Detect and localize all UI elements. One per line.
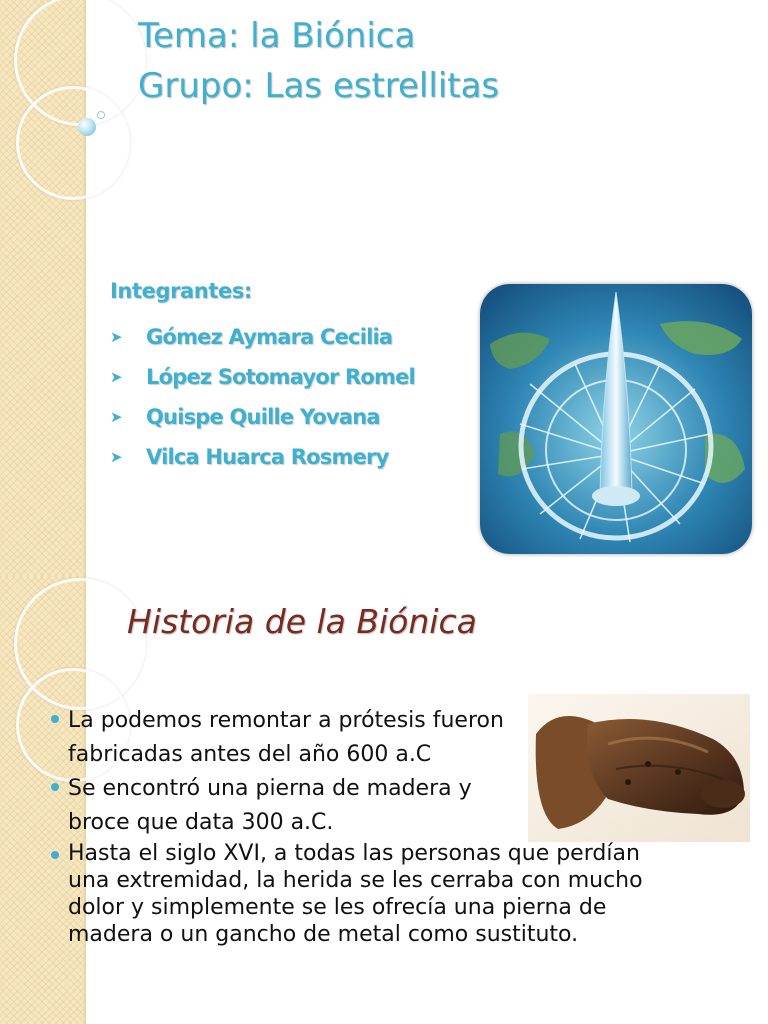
member-item xyxy=(110,357,415,397)
slide-2 xyxy=(0,576,768,1024)
arrow-right-icon: ➤ xyxy=(110,408,123,426)
member-item xyxy=(110,317,415,357)
bullet-text: Se encontró una pierna de madera y broce que data 300 a.C. xyxy=(68,776,472,835)
member-name: Gómez Aymara Cecilia xyxy=(146,325,393,349)
member-name: Vilca Huarca Rosmery xyxy=(146,445,389,469)
member-name: López Sotomayor Romel xyxy=(146,365,415,389)
bullet-dot-icon xyxy=(51,851,59,859)
section-title: Historia de la Biónica xyxy=(127,602,477,641)
arrow-right-icon: ➤ xyxy=(110,328,123,346)
bullet-dot-icon xyxy=(51,715,59,723)
list-item xyxy=(48,772,523,840)
members-list xyxy=(110,317,415,477)
member-item xyxy=(110,437,415,477)
member-name: Quispe Quille Yovana xyxy=(146,405,380,429)
decorative-ring xyxy=(16,86,130,200)
arrow-right-icon: ➤ xyxy=(110,448,123,466)
member-item xyxy=(110,397,415,437)
bullet-dot-icon xyxy=(51,783,59,791)
arrow-right-icon: ➤ xyxy=(110,368,123,386)
decorative-bubble xyxy=(78,118,96,136)
bullet-text: La podemos remontar a prótesis fueron fabricadas antes del año 600 a.C xyxy=(68,708,504,767)
topic-title: Tema: la Biónica xyxy=(138,16,416,56)
list-item xyxy=(48,840,668,948)
history-bullets xyxy=(48,704,668,948)
decorative-bubble xyxy=(97,111,105,119)
group-title: Grupo: Las estrellitas xyxy=(138,66,500,106)
members-heading: Integrantes: xyxy=(110,279,252,303)
bionic-city-image xyxy=(480,284,752,554)
bionic-tower-illustration xyxy=(480,284,752,554)
bullet-text: Hasta el siglo XVI, a todas las personas que perdían una extremidad, la herida se les cerraba con mucho dolor y simplemente se les ofrecía una pierna de madera o un gancho de metal como sustituto. xyxy=(68,841,643,947)
list-item xyxy=(48,704,523,772)
